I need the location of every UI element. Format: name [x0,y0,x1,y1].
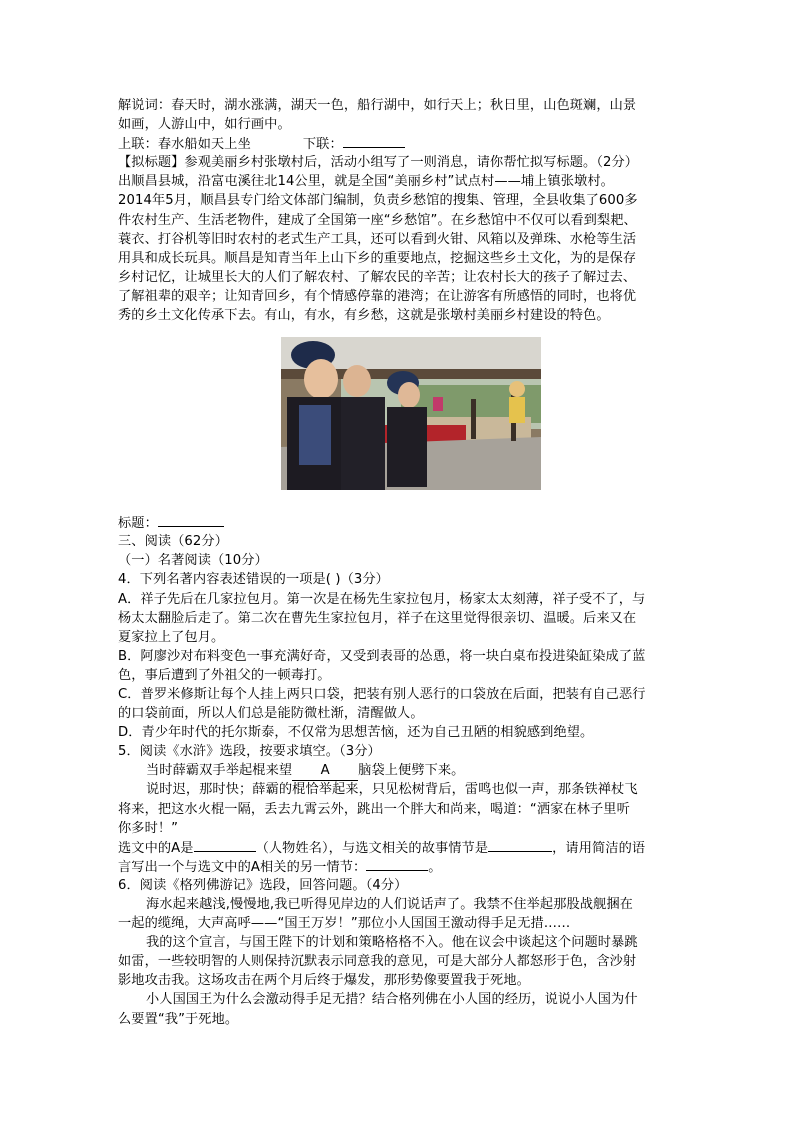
excerpt-text: 当时薛霸双手举起棍来望 [146,763,293,779]
excerpt-line: 你多时！” [118,820,179,836]
section-heading: 三、阅读（62分） [118,534,228,550]
question-6-prompt: 小人国国王为什么会激动得手足无措？结合格列佛在小人国的经历，说说小人国为什 [146,992,638,1008]
question-4-option-line: 色，事后遭到了外祖父的一顿毒打。 [118,667,331,683]
news-body-line: 蓑衣、打谷机等旧时农村的老式生产工具，还可以看到火钳、风箱以及弹珠、水枪等生活 [118,231,637,247]
couplet-line [118,134,678,153]
character-name-blank[interactable] [194,838,256,852]
worksheet-page [118,96,678,1029]
prompt-text: 言写出一个与选文中的A相关的另一情节： [118,859,367,875]
excerpt-line: 一起的缆绳，大声高呼——“国王万岁！”那位小人国国王激动得手足无措…… [118,916,571,932]
question-4-option-line: C．普罗米修斯让每个人挂上两只口袋，把装有别人恶行的口袋放在后面，把装有自己恶行 [118,686,646,702]
news-body-line: 秀的乡土文化传承下去。有山，有水，有乡愁，这就是张墩村美丽乡村建设的特色。 [118,308,610,324]
couplet-explanation-line: 如画，人游山中，如行画中。 [118,117,291,133]
news-body-line: 出顺昌县城，沿富屯溪往北14公里，就是全国“美丽乡村”试点村——埔上镇张墩村。 [118,174,614,190]
news-body-line: 乡村记忆，让城里长大的人们了解农村、了解农民的辛苦；让农村长大的孩子了解过去、 [118,269,637,285]
subsection-heading: （一）名著阅读（10分） [118,553,268,569]
couplet-explanation-line: 解说词：春天时，湖水涨满，湖天一色，船行湖中，如行天上；秋日里，山色斑斓，山景 [118,98,637,113]
question-5-stem: 5．阅读《水浒》选段，按要求填空。（3分） [118,744,381,760]
prompt-text: 。 [428,859,442,875]
news-body-line: 了解祖辈的艰辛；让知青回乡，有个情感停靠的港湾；在让游客有所感悟的同时，也将优 [118,288,637,304]
question-6-prompt: 么要置“我”于死地。 [118,1011,239,1027]
excerpt-line: 海水起来越浅,慢慢地,我已听得见岸边的人们说话声了。我禁不住举起那股战舰捆在 [146,897,633,912]
title-answer-blank[interactable] [158,513,224,527]
question-4-option-line: B．阿廖沙对布料变色一事充满好奇，又受到表哥的怂恿，将一块白桌布投进染缸染成了蓝 [118,648,646,664]
excerpt-line [118,761,678,780]
question-4-option-line: 的口袋前面，所以人们总是能防微杜渐，清醒做人。 [118,706,424,722]
excerpt-line: 如雷，一些较明智的人则保持沉默表示同意我的意见，可是大部分人都怒形于色，含沙射 [118,954,637,970]
excerpt-line: 说时迟，那时快；薛霸的棍恰举起来，只见松树背后，雷鸣也似一声，那条铁禅杖飞 [146,782,638,798]
question-4-option-line: A．祥子先后在几家拉包月。第一次是在杨先生家拉包月，杨家太太刻薄，祥子受不了，与 [118,591,646,607]
upper-couplet: 上联：春水船如天上坐 [118,137,251,153]
prompt-text: ，请用简洁的语 [552,840,646,856]
plot-blank[interactable] [488,838,552,852]
excerpt-line: 影地攻击我。这场攻击在两个月后终于爆发，那形势像要置我于死地。 [118,973,530,989]
prompt-text: 选文中的A是 [118,840,194,856]
question-4-stem: 4．下列名著内容表述错误的一项是( )（3分） [118,572,389,588]
news-body-line: 用具和成长玩具。顺昌是知青当年上山下乡的重要地点，挖掘这些乡土文化，为的是保存 [118,250,637,266]
question-4-option-line: 杨太太翻脸后走了。第二次在曹先生家拉包月，祥子在这里觉得很亲切、温暖。后来又在 [118,610,637,626]
title-answer-line [118,513,678,532]
excerpt-line: 将来，把这水火棍一隔，丢去九霄云外，跳出一个胖大和尚来，喝道：“洒家在林子里听 [118,801,630,817]
excerpt-line: 我的这个宣言，与国王陛下的计划和策略格格不入。他在议会中谈起这个问题时暴跳 [146,935,638,951]
prompt-text: （人物姓名），与选文相关的故事情节是 [255,840,489,856]
question-5-prompt [118,838,678,857]
news-body-line: 件农村生产、生活老物件，建成了全国第一座“乡愁馆”。在乡愁馆中不仅可以看到梨耙、 [118,212,637,228]
village-museum-photo [281,337,541,490]
other-plot-blank[interactable] [366,857,428,871]
question-5-prompt [118,857,678,876]
title-task-heading: 【拟标题】参观美丽乡村张墩村后，活动小组写了一则消息，请你帮忙拟写标题。（2分） [118,155,639,171]
question-4-option-line: D．青少年时代的托尔斯泰，不仅常为思想苦恼，还为自己丑陋的相貌感到绝望。 [118,725,594,741]
lower-couplet-label: 下联： [302,137,343,153]
excerpt-text: 脑袋上便劈下来。 [358,763,465,779]
lower-couplet-blank[interactable] [343,134,405,148]
photo-area [118,325,678,513]
question-4-option-line: 夏家拉上了包月。 [118,629,225,645]
news-body-line: 2014年5月，顺昌县专门给文体部门编制，负责乡愁馆的搜集、管理，全县收集了600多 [118,193,638,209]
blank-a: A [292,761,358,781]
question-6-stem: 6．阅读《格列佛游记》选段，回答问题。（4分） [118,877,408,893]
title-label: 标题： [118,516,158,532]
